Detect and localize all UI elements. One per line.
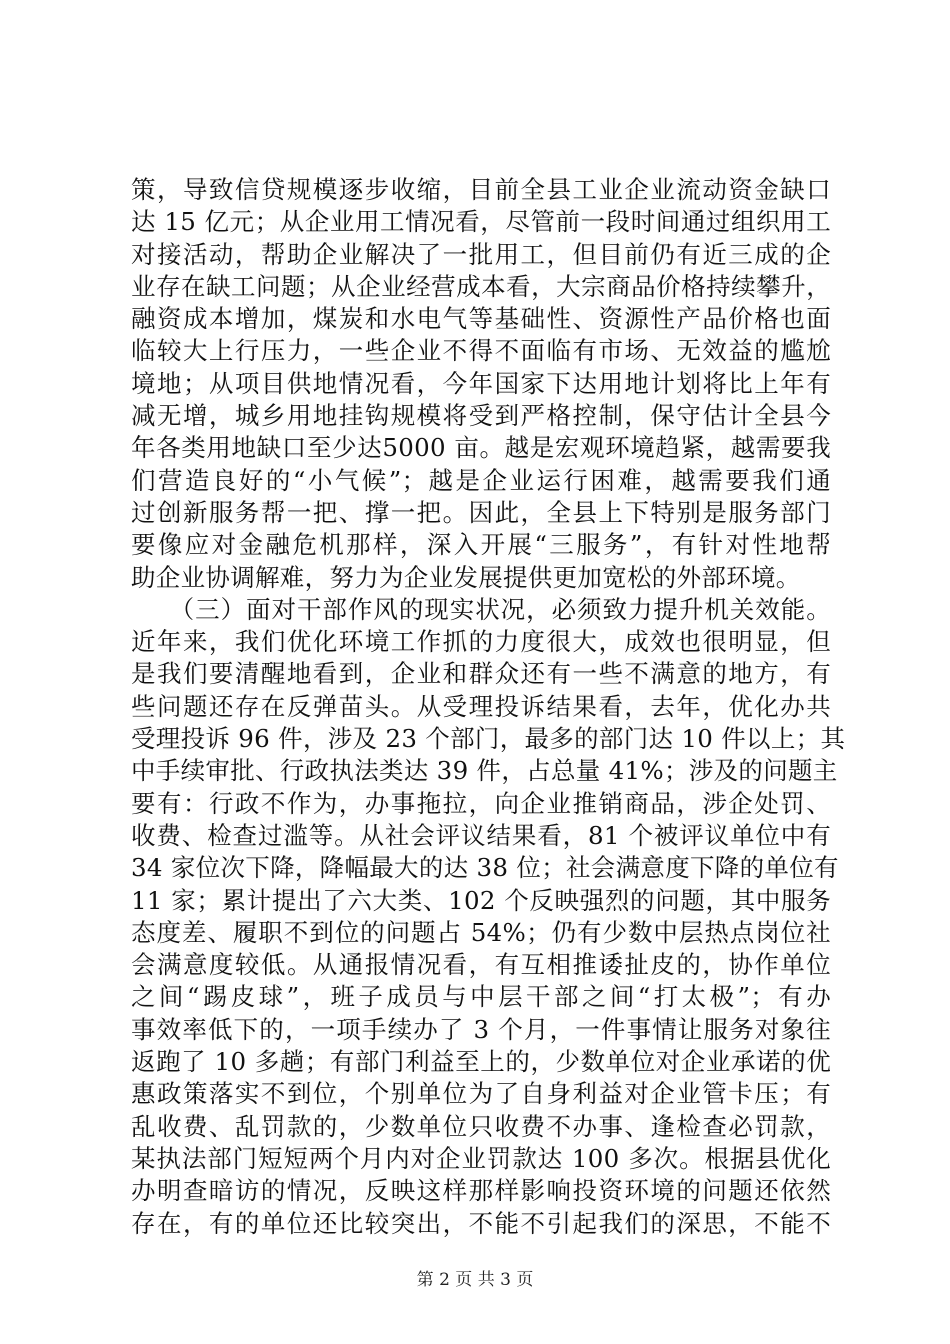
text-line: 们营造良好的“小气候”；越是企业运行困难，越需要我们通 [131,465,831,495]
text-line: 些问题还存在反弹苗头。从受理投诉结果看，去年，优化办共 [131,691,831,721]
text-line: 之间“踢皮球”，班子成员与中层干部之间“打太极”；有办 [131,982,831,1012]
text-line: 34 家位次下降，降幅最大的达 38 位；社会满意度下降的单位有 [131,853,839,883]
text-line: 过创新服务帮一把、撑一把。因此，全县上下特别是服务部门 [131,497,831,527]
text-line: 是我们要清醒地看到，企业和群众还有一些不满意的地方，有 [131,659,831,689]
text-line: 策，导致信贷规模逐步收缩，目前全县工业企业流动资金缺口 [131,175,831,204]
text-line: （三）面对干部作风的现实状况，必须致力提升机关效能。 [131,594,831,624]
text-line: 乱收费、乱罚款的，少数单位只收费不办事、逢检查必罚款， [131,1111,831,1141]
text-line: 助企业协调解难，努力为企业发展提供更加宽松的外部环境。 [131,562,801,592]
text-line: 业存在缺工问题；从企业经营成本看，大宗商品价格持续攀升， [131,271,831,301]
text-line: 11 家；累计提出了六大类、102 个反映强烈的问题，其中服务 [131,885,831,915]
text-line: 态度差、履职不到位的问题占 54%；仍有少数中层热点岗位社 [131,917,831,947]
text-line: 临较大上行压力，一些企业不得不面临有市场、无效益的尴尬 [131,336,831,366]
text-line: 融资成本增加，煤炭和水电气等基础性、资源性产品价格也面 [131,304,831,334]
page-footer: 第 2 页 共 3 页 [416,1270,534,1290]
text-line: 办明查暗访的情况，反映这样那样影响投资环境的问题还依然 [131,1176,831,1206]
text-line: 减无增，城乡用地挂钩规模将受到严格控制，保守估计全县今 [131,401,831,431]
text-line: 年各类用地缺口至少达5000 亩。越是宏观环境趋紧，越需要我 [131,433,831,463]
text-line: 要有：行政不作为，办事拖拉，向企业推销商品，涉企处罚、 [131,788,831,818]
text-line: 某执法部门短短两个月内对企业罚款达 100 多次。根据县优化 [131,1143,831,1173]
text-line: 达 15 亿元；从企业用工情况看，尽管前一段时间通过组织用工 [131,207,831,237]
text-line: 会满意度较低。从通报情况看，有互相推诿扯皮的，协作单位 [131,950,831,980]
text-line: 要像应对金融危机那样，深入开展“三服务”，有针对性地帮 [131,530,831,560]
text-line: 惠政策落实不到位，个别单位为了自身利益对企业管卡压；有 [131,1079,831,1109]
body-text [131,174,846,1240]
text-line: 对接活动，帮助企业解决了一批用工，但目前仍有近三成的企 [131,239,831,269]
text-line: 返跑了 10 多趟；有部门利益至上的，少数单位对企业承诺的优 [131,1047,831,1077]
text-line: 受理投诉 96 件，涉及 23 个部门，最多的部门达 10 件以上；其 [131,724,846,754]
text-line: 境地；从项目供地情况看，今年国家下达用地计划将比上年有 [131,368,831,398]
text-line: 存在，有的单位还比较突出，不能不引起我们的深思，不能不 [131,1208,831,1238]
text-line: 事效率低下的，一项手续办了 3 个月，一件事情让服务对象往 [131,1014,831,1044]
text-line: 近年来，我们优化环境工作抓的力度很大，成效也很明显，但 [131,627,831,657]
text-line: 中手续审批、行政执法类达 39 件，占总量 41%；涉及的问题主 [131,756,838,786]
text-line: 收费、检查过滥等。从社会评议结果看，81 个被评议单位中有 [131,820,831,850]
